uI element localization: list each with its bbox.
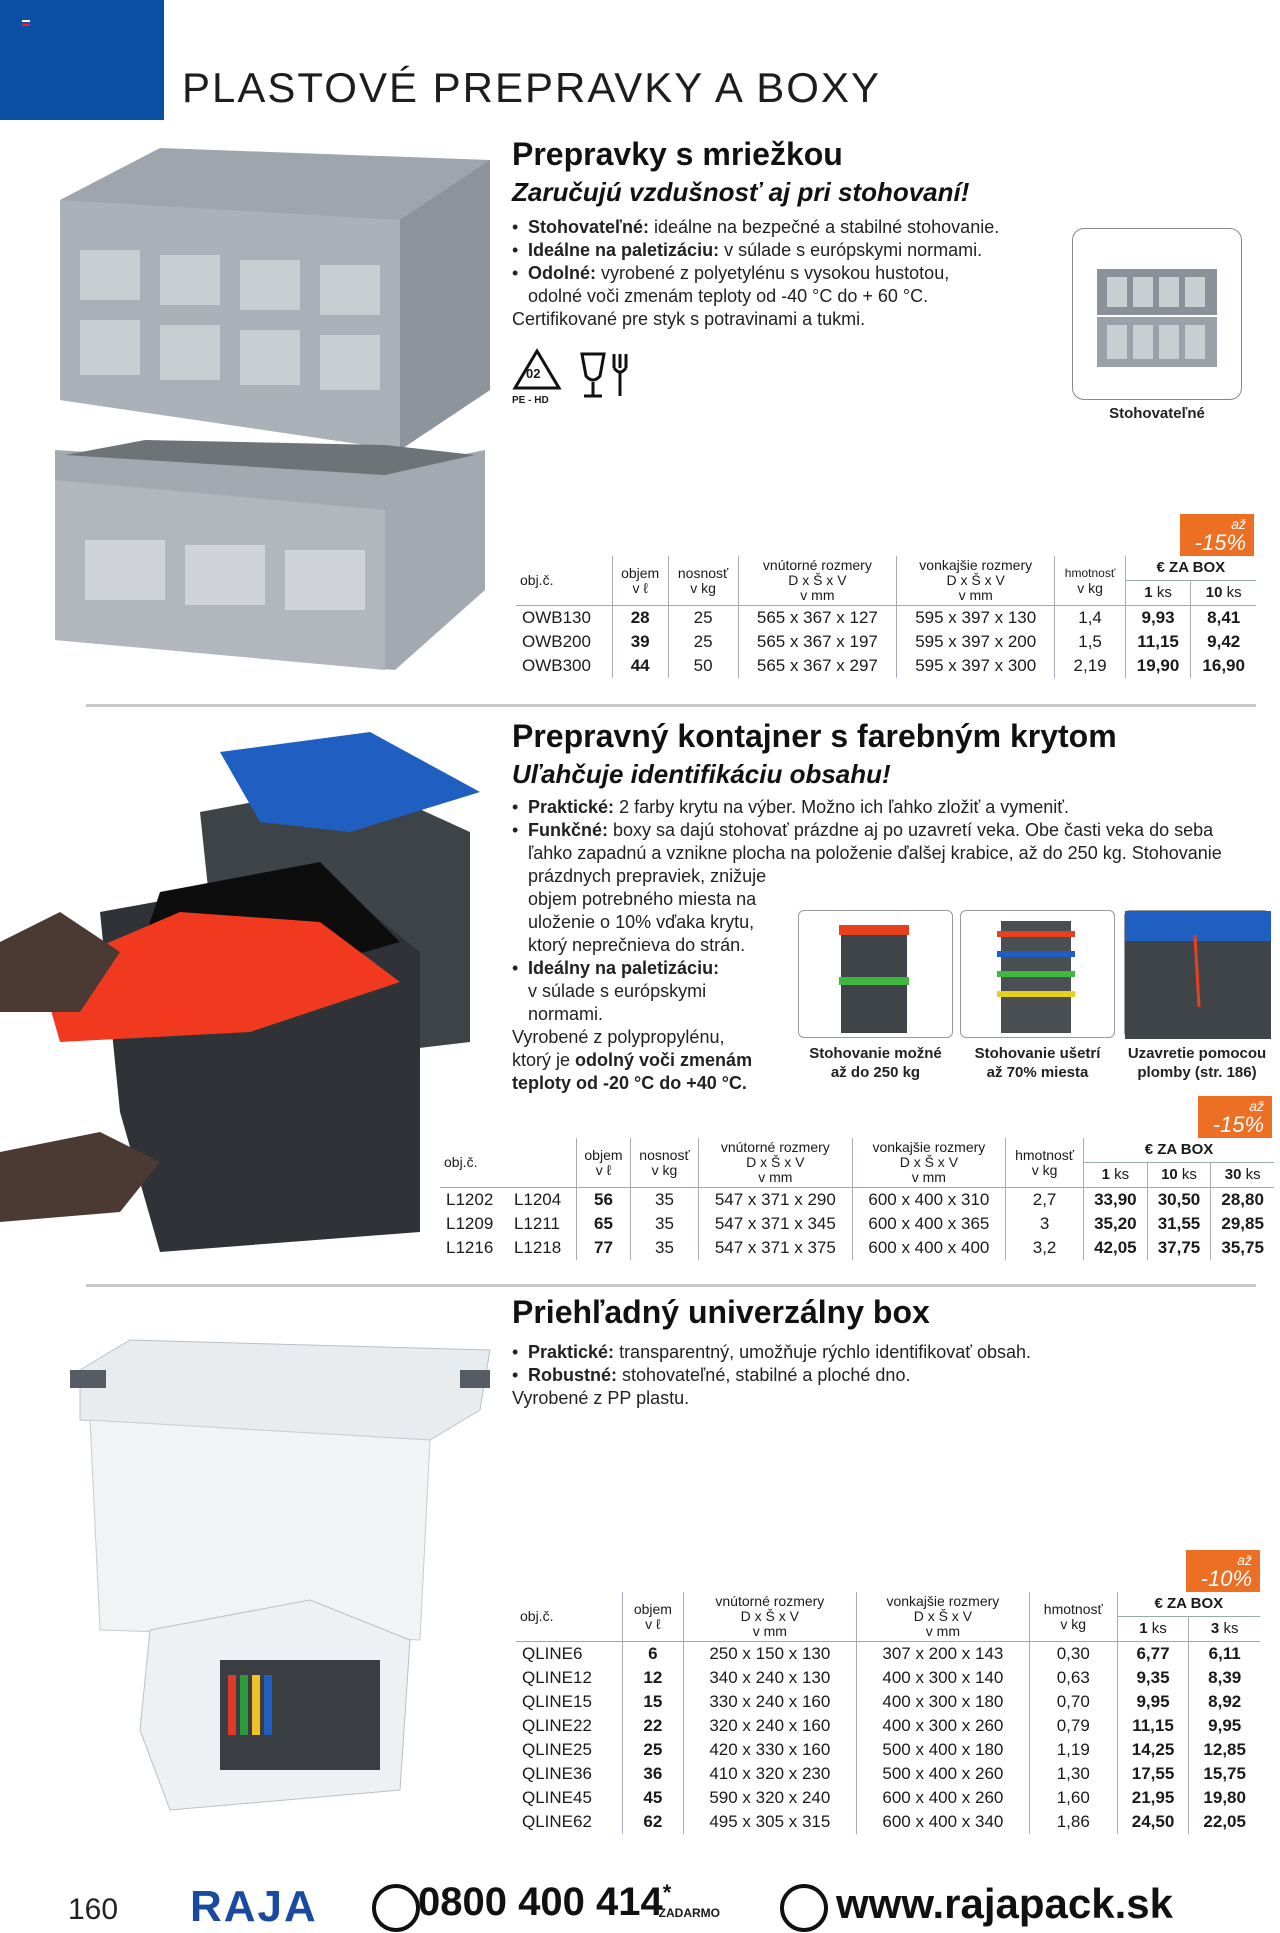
table-cell: 8,92 <box>1189 1690 1260 1714</box>
table-cell: QLINE22 <box>522 1716 592 1735</box>
table-cell: QLINE45 <box>522 1788 592 1807</box>
table-cell: 19,90 <box>1125 654 1191 678</box>
discount-badge: až -10% <box>1186 1550 1260 1592</box>
table-cell: QLINE62 <box>522 1812 592 1831</box>
table-cell: OWB200 <box>522 632 591 651</box>
table-cell: 6 <box>622 1642 683 1667</box>
table-cell: 1,30 <box>1029 1762 1117 1786</box>
table-cell: 28,80 <box>1211 1188 1274 1213</box>
table-cell: 62 <box>622 1810 683 1834</box>
table-cell: 0,70 <box>1029 1690 1117 1714</box>
table-cell: 250 x 150 x 130 <box>683 1642 856 1667</box>
table-row <box>516 1738 1260 1762</box>
table-cell: 33,90 <box>1084 1188 1148 1213</box>
table-cell: 1,86 <box>1029 1810 1117 1834</box>
header-blue-tab <box>0 0 164 120</box>
table-cell: 600 x 400 x 310 <box>852 1188 1006 1213</box>
discount-badge: až -15% <box>1180 514 1254 556</box>
seal-caption: Uzavretie pomocou plomby (str. 186) <box>1127 1045 1267 1081</box>
table-row <box>440 1188 1274 1213</box>
table-cell: L1209 <box>446 1214 494 1233</box>
section2-table: obj.č. objem v ℓ nosnosť v kg vnútorné rozmery D x Š x V v mm vonkajšie rozmery D x Š x V v mm hmotnosť v kg € ZA BOX 1 ks 10 ks 30 ks L1202 L1204 56 35 547 x 371 x 290 600 x 400 x 310 2,7 33,90 30,50 28,80 L1209 L1211 65 35 547 x 371 x 345 600 x 400 x 365 3 35,20 31,55 29,85 L1216 L1218 77 35 547 x 371 x 375 600 x 400 x 400 3,2 42,05 37,75 35,75 <box>440 1138 1274 1260</box>
table-cell: 0,30 <box>1029 1642 1117 1667</box>
table-cell: 9,93 <box>1125 606 1191 631</box>
table-cell: 420 x 330 x 160 <box>683 1738 856 1762</box>
feature-item: • Odolné: vyrobené z polyetylénu s vysokou hustotou, <box>512 262 1232 285</box>
feature-item: • Ideálny na paletizáciu: <box>512 957 1252 980</box>
table-cell: 31,55 <box>1147 1212 1211 1236</box>
section3-title: Priehľadný univerzálny box <box>512 1294 930 1330</box>
table-row <box>516 1714 1260 1738</box>
table-cell: 35 <box>630 1188 698 1213</box>
section1-table: obj.č. objem v ℓ nosnosť v kg vnútorné rozmery D x Š x V v mm vonkajšie rozmery D x Š x V v mm hmotnosť v kg € ZA BOX 1 ks 10 ks OWB130 28 25 565 x 367 x 127 595 x 397 x 130 1,4 9,93 8,41 OWB200 39 25 565 x 367 x 197 595 x 397 x 200 1,5 11,15 9,42 OWB300 44 50 565 x 367 x 297 595 x 397 x 300 2,19 19,90 16,90 <box>516 556 1256 678</box>
table-row <box>516 630 1256 654</box>
page-number: 160 <box>68 1893 119 1926</box>
table-cell: 19,80 <box>1189 1786 1260 1810</box>
phone-number[interactable]: 0800 400 414* <box>418 1880 672 1924</box>
table-cell: 25 <box>668 630 738 654</box>
seal-photo <box>1124 910 1270 1038</box>
divider <box>86 1284 1256 1287</box>
table-cell: 565 x 367 x 197 <box>738 630 896 654</box>
feature-item: • Stohovateľné: ideálne na bezpečné a stabilné stohovanie. <box>512 216 1232 239</box>
table-cell: 3,2 <box>1006 1236 1084 1260</box>
section2-subtitle: Uľahčuje identifikáciu obsahu! <box>512 759 891 789</box>
table-cell: 8,39 <box>1189 1666 1260 1690</box>
table-cell: 1,60 <box>1029 1786 1117 1810</box>
table-cell: 400 x 300 x 260 <box>856 1714 1029 1738</box>
table-cell: 6,11 <box>1189 1642 1260 1667</box>
table-cell: 65 <box>576 1212 630 1236</box>
table-cell: QLINE6 <box>522 1644 583 1663</box>
table-cell: 14,25 <box>1117 1738 1189 1762</box>
table-cell: 25 <box>622 1738 683 1762</box>
table-cell: 25 <box>668 606 738 631</box>
section3-table: obj.č. objem v ℓ vnútorné rozmery D x Š x V v mm vonkajšie rozmery D x Š x V v mm hmotnosť v kg € ZA BOX 1 ks 3 ks QLINE6 6 250 x 150 x 130 307 x 200 x 143 0,30 6,77 6,11 QLINE12 12 340 x 240 x 130 400 x 300 x 140 0,63 9,35 8,39 QLINE15 15 330 x 240 x 160 400 x 300 x 180 0,70 9,95 8,92 QLINE22 22 320 x 240 x 160 400 x 300 x 260 0,79 11,15 9,95 QLINE25 25 420 x 330 x 160 500 x 400 x 180 1,19 14,25 12,85 QLINE36 36 410 x 320 x 230 500 x 400 x 260 1,30 17,55 15,75 QLINE45 45 590 x 320 x 240 600 x 400 x 260 1,60 21,95 19,80 QLINE62 62 495 x 305 x 315 600 x 400 x 340 1,86 24,50 22,05 <box>516 1592 1260 1834</box>
table-cell: 21,95 <box>1117 1786 1189 1810</box>
table-cell: 42,05 <box>1084 1236 1148 1260</box>
table-cell: L1202 <box>446 1190 494 1209</box>
table-cell: 35 <box>630 1236 698 1260</box>
table-cell: OWB300 <box>522 656 591 675</box>
table-cell: 6,77 <box>1117 1642 1189 1667</box>
section1-title: Prepravky s mriežkou <box>512 136 843 172</box>
table-cell: 1,19 <box>1029 1738 1117 1762</box>
table-row <box>516 1762 1260 1786</box>
table-cell: 9,95 <box>1189 1714 1260 1738</box>
table-cell: 8,41 <box>1191 606 1256 631</box>
stacking-photo-1 <box>798 910 953 1038</box>
table-cell: 1,5 <box>1055 630 1125 654</box>
table-cell: 600 x 400 x 340 <box>856 1810 1029 1834</box>
table-cell: 35,20 <box>1084 1212 1148 1236</box>
table-cell: 565 x 367 x 127 <box>738 606 896 631</box>
table-cell: L1216 <box>446 1238 494 1257</box>
table-cell: 495 x 305 x 315 <box>683 1810 856 1834</box>
table-cell: QLINE15 <box>522 1692 592 1711</box>
table-row <box>516 654 1256 678</box>
table-cell: 590 x 320 x 240 <box>683 1786 856 1810</box>
table-cell: 44 <box>612 654 668 678</box>
section3-features <box>512 1341 1252 1410</box>
table-cell: 400 x 300 x 180 <box>856 1690 1029 1714</box>
table-cell: 340 x 240 x 130 <box>683 1666 856 1690</box>
feature-item-cont: odolné voči zmenám teploty od -40 °C do + 60 °C. <box>528 286 929 306</box>
table-cell: 600 x 400 x 400 <box>852 1236 1006 1260</box>
grey-crate-bag-image <box>55 440 495 680</box>
table-cell: 3 <box>1006 1212 1084 1236</box>
stacked-caption: Stohovateľné <box>1109 405 1205 422</box>
table-cell: 547 x 371 x 375 <box>699 1236 853 1260</box>
discount-badge: až -15% <box>1198 1096 1272 1138</box>
table-cell: 12,85 <box>1189 1738 1260 1762</box>
table-cell: 0,79 <box>1029 1714 1117 1738</box>
table-cell: QLINE12 <box>522 1668 592 1687</box>
table-cell: 0,63 <box>1029 1666 1117 1690</box>
table-cell: 595 x 397 x 200 <box>897 630 1055 654</box>
table-cell: 410 x 320 x 230 <box>683 1762 856 1786</box>
table-cell: 45 <box>622 1786 683 1810</box>
table-cell: 22 <box>622 1714 683 1738</box>
table-cell: L1211 <box>513 1214 560 1233</box>
table-cell: 36 <box>622 1762 683 1786</box>
feature-item: • Robustné: stohovateľné, stabilné a ploché dno. <box>512 1364 1252 1387</box>
table-row <box>440 1212 1274 1236</box>
table-row <box>516 1666 1260 1690</box>
table-cell: 307 x 200 x 143 <box>856 1642 1029 1667</box>
flag-icon <box>22 20 30 26</box>
divider <box>86 704 1256 707</box>
feature-item: • Praktické: transparentný, umožňuje rýchlo identifikovať obsah. <box>512 1341 1252 1364</box>
table-row <box>440 1236 1274 1260</box>
colored-lid-container-image <box>0 712 500 1272</box>
table-cell: 28 <box>612 606 668 631</box>
feature-item: • Praktické: 2 farby krytu na výber. Možno ich ľahko zložiť a vymeniť. <box>512 796 1252 819</box>
transparent-box-image <box>70 1330 500 1830</box>
table-cell: 2,19 <box>1055 654 1125 678</box>
table-cell: 600 x 400 x 365 <box>852 1212 1006 1236</box>
table-cell: 77 <box>576 1236 630 1260</box>
table-cell: QLINE25 <box>522 1740 592 1759</box>
section3-text <box>512 1294 1252 1410</box>
table-cell: 547 x 371 x 290 <box>699 1188 853 1213</box>
table-row <box>516 1810 1260 1834</box>
stacked-crate-image <box>1072 228 1242 400</box>
table-row <box>516 606 1256 631</box>
table-cell: 595 x 397 x 300 <box>897 654 1055 678</box>
raja-logo: RAJA <box>190 1882 318 1931</box>
section3-note: Vyrobené z PP plastu. <box>512 1388 690 1408</box>
section2-title: Prepravný kontajner s farebným krytom <box>512 718 1117 754</box>
table-cell: 320 x 240 x 160 <box>683 1714 856 1738</box>
table-cell: 35 <box>630 1212 698 1236</box>
table-cell: 500 x 400 x 260 <box>856 1762 1029 1786</box>
table-cell: L1204 <box>513 1190 562 1209</box>
stacking-caption-1: Stohovanie možné až do 250 kg <box>809 1045 942 1081</box>
table-cell: 24,50 <box>1117 1810 1189 1834</box>
feature-item: • Ideálne na paletizáciu: v súlade s európskymi normami. <box>512 239 1232 262</box>
table-cell: QLINE36 <box>522 1764 592 1783</box>
table-cell: 500 x 400 x 180 <box>856 1738 1029 1762</box>
table-row <box>516 1690 1260 1714</box>
table-cell: 35,75 <box>1211 1236 1274 1260</box>
recycle-pe-hd-icon: 02 PE - HD <box>512 348 562 406</box>
table-cell: 15,75 <box>1189 1762 1260 1786</box>
table-cell: 16,90 <box>1191 654 1256 678</box>
table-cell: L1218 <box>513 1238 562 1257</box>
table-cell: 11,15 <box>1125 630 1191 654</box>
table-cell: 37,75 <box>1147 1236 1211 1260</box>
table-cell: 9,35 <box>1117 1666 1189 1690</box>
phone-note: *ZADARMO <box>654 1906 720 1920</box>
table-cell: 9,42 <box>1191 630 1256 654</box>
table-cell: 11,15 <box>1117 1714 1189 1738</box>
mouse-icon <box>780 1884 828 1932</box>
table-cell: 12 <box>622 1666 683 1690</box>
stacking-caption-2: Stohovanie ušetrí až 70% miesta <box>974 1045 1101 1081</box>
table-cell: 30,50 <box>1147 1188 1211 1213</box>
phone-icon <box>372 1884 420 1932</box>
table-cell: 2,7 <box>1006 1188 1084 1213</box>
section1-note: Certifikované pre styk s potravinami a tukmi. <box>512 309 866 329</box>
table-cell: 600 x 400 x 260 <box>856 1786 1029 1810</box>
page-title: PLASTOVÉ PREPRAVKY A BOXY <box>182 64 881 111</box>
table-cell: 547 x 371 x 345 <box>699 1212 853 1236</box>
table-cell: 15 <box>622 1690 683 1714</box>
table-row <box>516 1786 1260 1810</box>
section2-features: • Praktické: 2 farby krytu na výber. Možno ich ľahko zložiť a vymeniť. • Funkčné: boxy sa dajú stohovať prázdne aj po uzavretí veka. Obe časti veka do seba ľahko zapadnú a vznikne plocha na položenie ďalšej krabice, až do 250 kg. Stohovanie prázdnych prepraviek, znižuje objem potrebného miesta na uloženie o 10% vďaka krytu, ktorý neprečnieva do strán. • Ideálny na paletizáciu: v súlade s európskymi normami. Vyrobené z polypropylénu, ktorý je odolný voči zmenám teploty od -20 °C do +40 °C. <box>512 796 1252 1095</box>
table-row <box>516 1642 1260 1667</box>
table-cell: 50 <box>668 654 738 678</box>
stacking-photo-2 <box>960 910 1115 1038</box>
table-cell: 1,4 <box>1055 606 1125 631</box>
grey-crate-image <box>40 140 510 460</box>
section1-subtitle: Zaručujú vzdušnosť aj pri stohovaní! <box>512 177 970 207</box>
table-cell: 39 <box>612 630 668 654</box>
table-cell: 565 x 367 x 297 <box>738 654 896 678</box>
table-cell: 595 x 397 x 130 <box>897 606 1055 631</box>
website-link[interactable]: www.rajapack.sk <box>836 1880 1173 1927</box>
feature-item: • Funkčné: boxy sa dajú stohovať prázdne aj po uzavretí veka. Obe časti veka do seba <box>512 819 1252 842</box>
food-safe-icon <box>578 350 634 400</box>
table-cell: 22,05 <box>1189 1810 1260 1834</box>
table-cell: 400 x 300 x 140 <box>856 1666 1029 1690</box>
table-cell: 330 x 240 x 160 <box>683 1690 856 1714</box>
table-cell: OWB130 <box>522 608 591 627</box>
table-cell: 9,95 <box>1117 1690 1189 1714</box>
table-cell: 29,85 <box>1211 1212 1274 1236</box>
table-cell: 56 <box>576 1188 630 1213</box>
table-cell: 17,55 <box>1117 1762 1189 1786</box>
